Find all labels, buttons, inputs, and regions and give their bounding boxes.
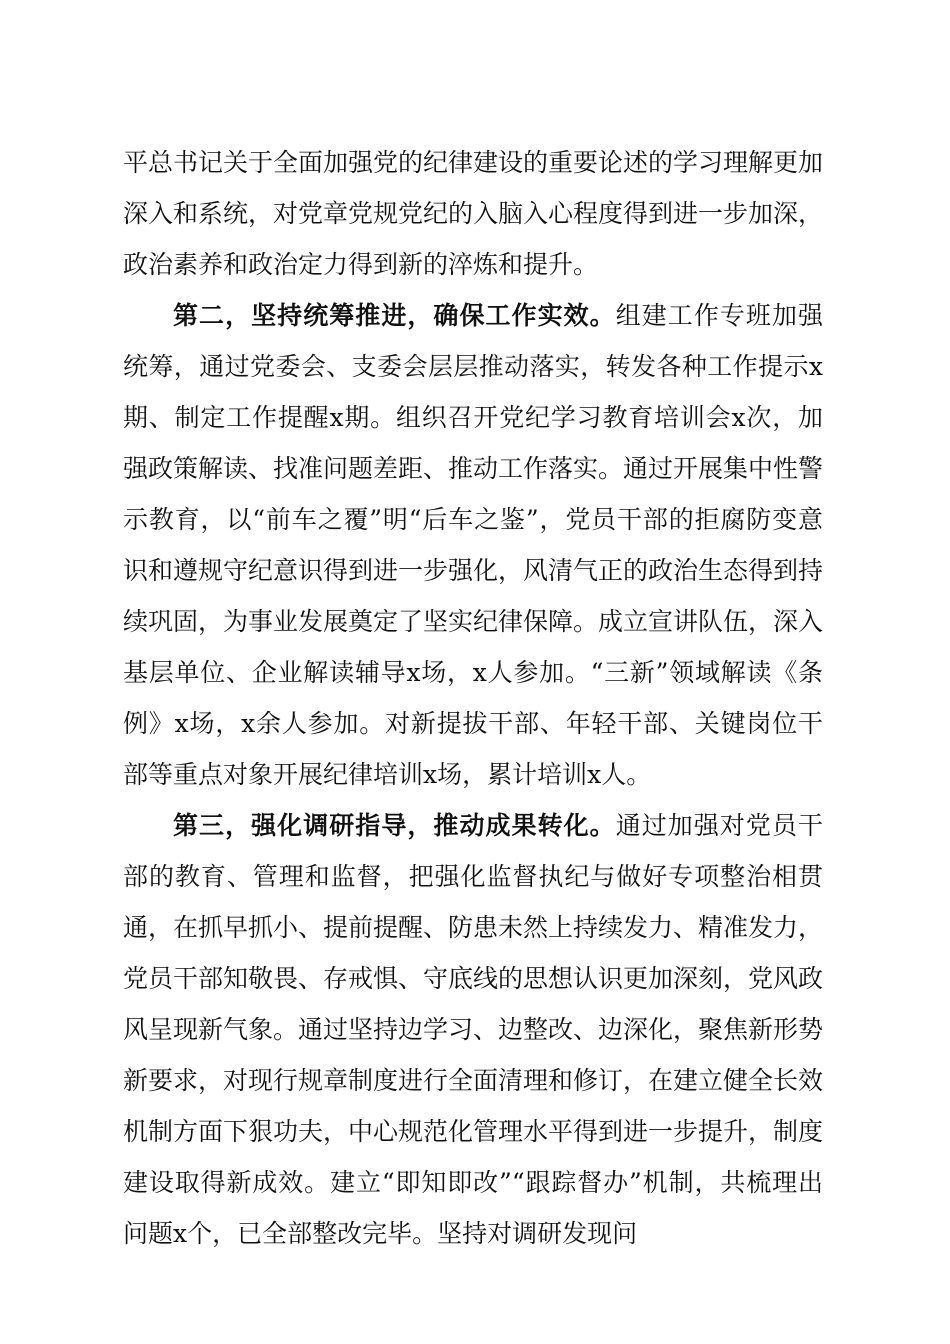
paragraph-text: 平总书记关于全面加强党的纪律建设的重要论述的学习理解更加深入和系统，对党章党规党纪的入脑入心程度得到进一步加深，政治素养和政治定力得到新的淬炼和提升。 <box>123 148 824 279</box>
paragraph-text: 通过加强对党员干部的教育、管理和监督，把强化监督执纪与做好专项整治相贯通，在抓早抓小、提前提醒、防患未然上持续发力、精准发力，党员干部知敬畏、存戒惧、守底线的思想认识更加深刻，党风政风呈现新气象。通过坚持边学习、边整改、边深化，聚焦新形势新要求，对现行规章制度进行全面清理和修订，在建立健全长效机制方面下狠功夫，中心规范化管理水平得到进一步提升，制度建设取得新成效。建立“即知即改”“跟踪督办”机制，共梳理出问题x个，已全部整改完毕。坚持对调研发现问 <box>123 811 824 1248</box>
paragraph-heading: 第三，强化调研指导，推动成果转化。 <box>173 811 616 840</box>
paragraph-text: 组建工作专班加强统筹，通过党委会、支委会层层推动落实，转发各种工作提示x期、制定工作提醒x期。组织召开党纪学习教育培训会x次，加强政策解读、找准问题差距、推动工作落实。通过开展集中性警示教育，以“前车之覆”明“后车之鉴”，党员干部的拒腐防变意识和遵规守纪意识得到进一步强化，风清气正的政治生态得到持续巩固，为事业发展奠定了坚实纪律保障。成立宣讲队伍，深入基层单位、企业解读辅导x场，x人参加。“三新”领域解读《条例》x场，x余人参加。对新提拔干部、年轻干部、关键岗位干部等重点对象开展纪律培训x场，累计培训x人。 <box>123 301 824 789</box>
paragraph-third <box>123 800 823 1259</box>
paragraph-heading: 第二，坚持统筹推进，确保工作实效。 <box>173 301 616 330</box>
paragraph-continuation <box>123 137 823 290</box>
document-body <box>123 137 823 1259</box>
paragraph-second <box>123 290 823 800</box>
